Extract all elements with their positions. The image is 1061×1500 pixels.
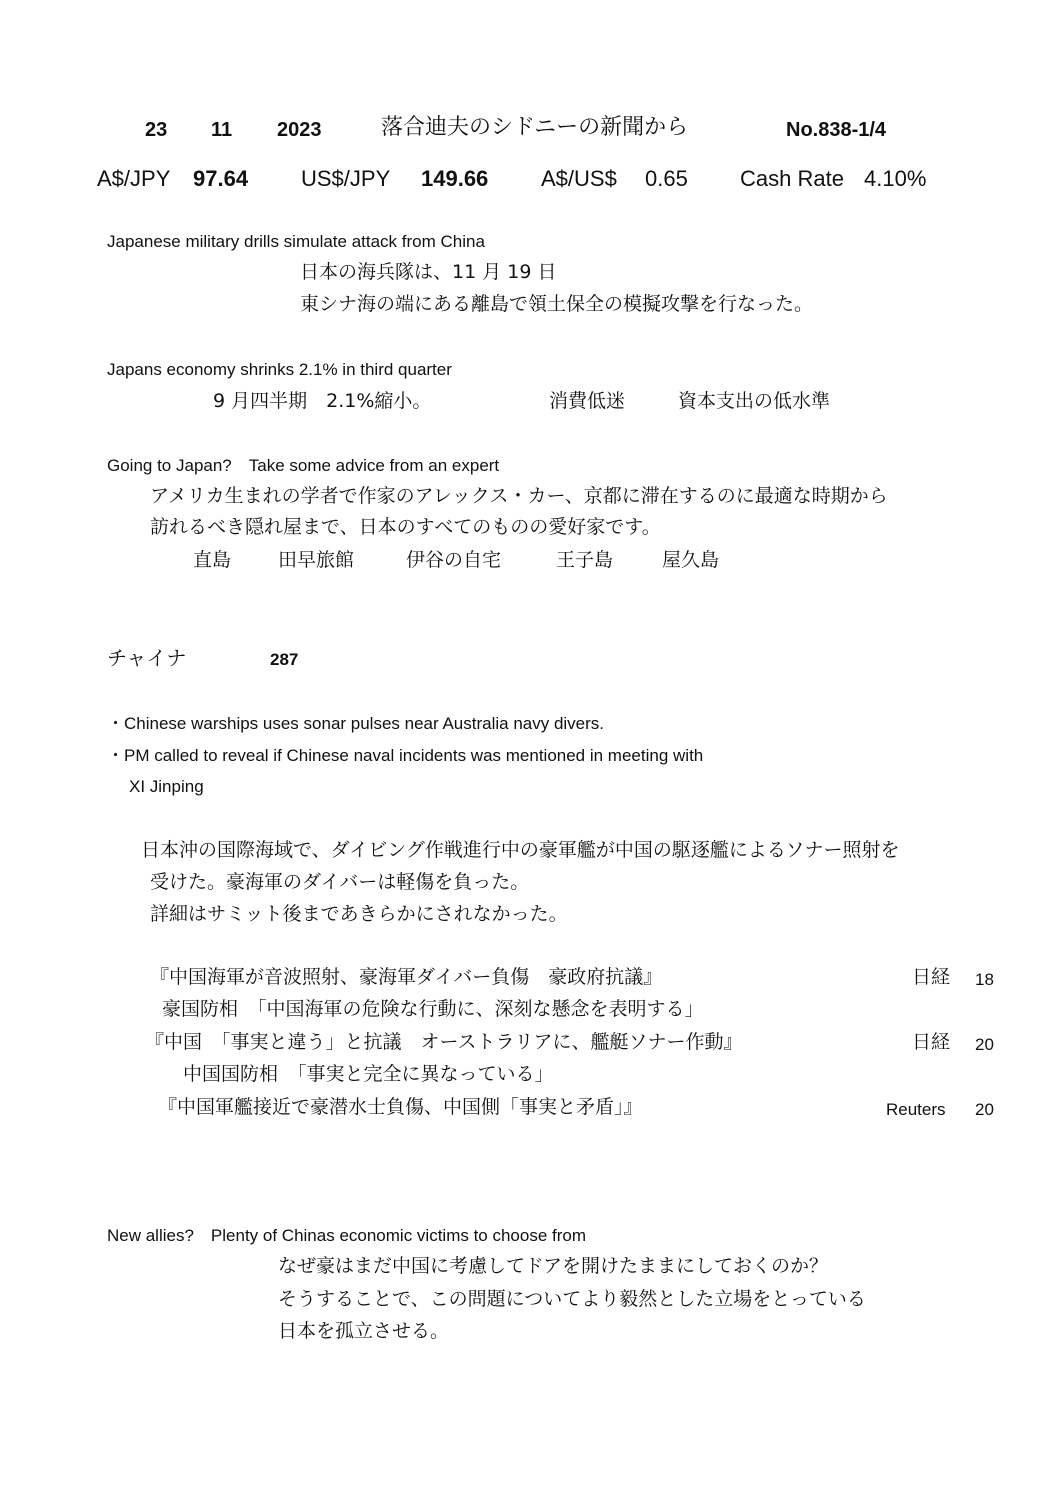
- article3-line2: 訪れるべき隠れ屋まで、日本のすべてのものの愛好家です。: [150, 516, 661, 538]
- header-month: 11: [211, 119, 233, 141]
- article2-part2: 消費低迷: [549, 390, 626, 412]
- article1-line1: 日本の海兵隊は、11 月 19 日: [300, 261, 557, 283]
- article2-part1: 9 月四半期 2.1%縮小。: [213, 390, 432, 412]
- china-summary1: 日本沖の国際海域で、ダイビング作戦進行中の豪軍艦が中国の駆逐艦によるソナー照射を: [141, 839, 900, 861]
- china-count: 287: [270, 650, 299, 669]
- header-day: 23: [145, 119, 168, 141]
- china-bullet2: ・PM called to reveal if Chinese naval incidents was mentioned in meeting with: [107, 746, 704, 765]
- article1-line2: 東シナ海の端にある離島で領土保全の模擬攻撃を行なった。: [300, 293, 814, 315]
- article1-headline: Japanese military drills simulate attack from China: [107, 232, 485, 251]
- article4-line2: そうすることで、この問題についてより毅然とした立場をとっている: [278, 1288, 866, 1310]
- header-issue: No.838-1/4: [786, 119, 887, 141]
- ref1-title: 『中国海軍が音波照射、豪海軍ダイバー負傷 豪政府抗議』: [150, 966, 663, 988]
- aud-usd-value: 0.65: [645, 166, 688, 191]
- ref3-page: 20: [975, 1035, 994, 1054]
- cash-rate-value: 4.10%: [864, 166, 927, 191]
- ref3-title: 『中国 「事実と違う」と抗議 オーストラリアに、艦艇ソナー作動』: [145, 1031, 743, 1053]
- header-title: 落合迪夫のシドニーの新聞から: [381, 115, 689, 140]
- article4-line3: 日本を孤立させる。: [278, 1320, 450, 1342]
- article2-part3: 資本支出の低水準: [678, 390, 831, 412]
- usd-jpy-label: US$/JPY: [301, 166, 391, 191]
- ref2-quote: 豪国防相 「中国海軍の危険な行動に、深刻な懸念を表明する」: [162, 998, 704, 1020]
- place-yakushima: 屋久島: [662, 549, 720, 571]
- article4-line1: なぜ豪はまだ中国に考慮してドアを開けたままにしておくのか？: [278, 1255, 829, 1277]
- place-tasou-ryokan: 田早旅館: [278, 549, 355, 571]
- ref3-source: 日経: [912, 1031, 951, 1053]
- china-summary3: 詳細はサミット後まであきらかにされなかった。: [150, 903, 568, 925]
- ref5-title: 『中国軍艦接近で豪潜水士負傷、中国側「事実と矛盾」』: [158, 1096, 643, 1118]
- china-bullet1: ・Chinese warships uses sonar pulses near Australia navy divers.: [107, 714, 605, 733]
- china-section-title: チャイナ: [107, 646, 187, 670]
- article2-headline: Japans economy shrinks 2.1% in third quarter: [107, 360, 452, 379]
- place-ojijima: 王子島: [556, 549, 614, 571]
- aud-jpy-value: 97.64: [193, 166, 249, 191]
- cash-rate-label: Cash Rate: [740, 166, 844, 191]
- article3-line1: アメリカ生まれの学者で作家のアレックス・カー、京都に滞在するのに最適な時期から: [150, 485, 888, 507]
- aud-jpy-label: A$/JPY: [97, 166, 171, 191]
- ref1-source: 日経: [912, 966, 951, 988]
- article4-headline: New allies? Plenty of Chinas economic victims to choose from: [107, 1226, 587, 1245]
- article3-headline: Going to Japan? Take some advice from an expert: [107, 456, 500, 475]
- place-iya-home: 伊谷の自宅: [406, 549, 502, 571]
- china-summary2: 受けた。豪海軍のダイバーは軽傷を負った。: [150, 871, 530, 893]
- ref1-page: 18: [975, 970, 994, 989]
- aud-usd-label: A$/US$: [541, 166, 617, 191]
- ref5-source: Reuters: [886, 1100, 946, 1119]
- china-bullet2-cont: XI Jinping: [129, 777, 204, 796]
- ref5-page: 20: [975, 1100, 994, 1119]
- usd-jpy-value: 149.66: [421, 166, 489, 191]
- place-naoshima: 直島: [193, 549, 232, 571]
- header-year: 2023: [277, 119, 322, 141]
- ref4-quote: 中国国防相 「事実と完全に異なっている」: [183, 1063, 554, 1085]
